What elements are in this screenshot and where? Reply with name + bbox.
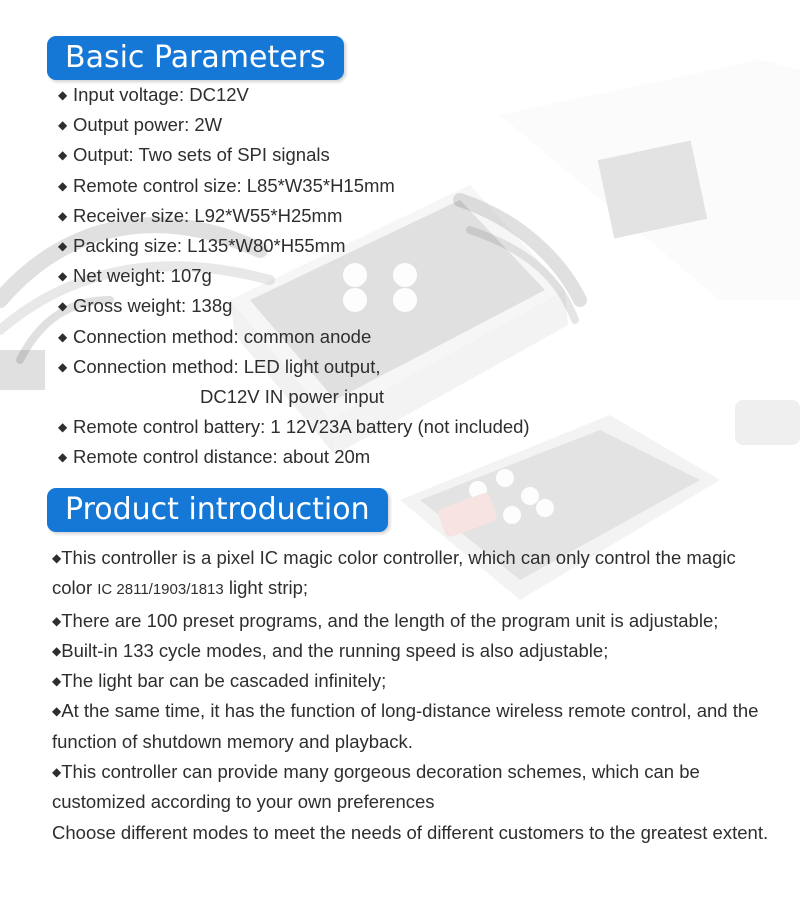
diamond-bullet-icon: ◆ [58,269,68,284]
diamond-bullet-icon: ◆ [58,299,68,314]
intro-p3-text: Built-in 133 cycle modes, and the running speed is also adjustable; [61,639,609,661]
intro-p6-text: This controller can provide many gorgeous decoration schemes, which can be customized according to your own preferences [52,761,700,813]
diamond-bullet-icon: ◆ [58,238,68,253]
param-gross-weight: Gross weight: 138g [73,295,233,317]
list-item [58,80,530,110]
list-item [58,110,530,140]
param-remote-battery: Remote control battery: 1 12V23A battery (not included) [73,416,530,438]
param-connection-anode: Connection method: common anode [73,325,372,347]
list-item [58,442,530,472]
intro-paragraph [52,606,772,636]
param-connection-power-input: DC12V IN power input [200,385,385,407]
diamond-bullet-icon: ◆ [52,765,62,780]
diamond-bullet-icon: ◆ [52,551,62,565]
diamond-bullet-icon: ◆ [58,178,68,193]
parameters-list [58,80,530,472]
list-item [58,261,530,291]
list-item [58,322,530,352]
param-packing-size: Packing size: L135*W80*H55mm [73,234,346,256]
diamond-bullet-icon: ◆ [52,674,62,689]
intro-p1-text-end: light strip; [223,577,309,599]
diamond-bullet-icon: ◆ [58,359,68,374]
param-input-voltage: Input voltage: DC12V [73,84,249,105]
intro-p1-text: This controller is a pixel IC magic color controller, which can only control the magic color [52,547,736,599]
intro-p1-ic-models: IC 2811/1903/1813 [97,581,224,599]
intro-paragraph [52,818,772,848]
intro-paragraph [52,543,772,606]
diamond-bullet-icon: ◆ [52,643,62,658]
product-introduction-text [52,543,772,848]
diamond-bullet-icon: ◆ [52,704,62,719]
list-item [58,291,530,321]
diamond-bullet-icon: ◆ [52,613,62,628]
intro-paragraph [52,696,772,757]
param-remote-size: Remote control size: L85*W35*H15mm [73,174,395,196]
param-output: Output: Two sets of SPI signals [73,144,330,166]
diamond-bullet-icon: ◆ [58,208,68,223]
intro-p5-text: At the same time, it has the function of long-distance wireless remote control, and the function of shutdown memory and playback. [52,700,759,752]
intro-paragraph [52,757,772,818]
intro-p2-text: There are 100 preset programs, and the length of the program unit is adjustable; [61,609,719,631]
diamond-bullet-icon: ◆ [58,329,68,344]
diamond-bullet-icon: ◆ [58,420,68,435]
list-item [58,201,530,231]
list-item [58,412,530,442]
param-receiver-size: Receiver size: L92*W55*H25mm [73,204,343,226]
param-remote-distance: Remote control distance: about 20m [73,446,371,468]
param-net-weight: Net weight: 107g [73,265,212,287]
intro-paragraph [52,666,772,696]
product-introduction-heading: Product introduction [47,488,388,532]
list-item [58,352,530,382]
intro-paragraph [52,636,772,666]
list-item [58,171,530,201]
param-connection-led: Connection method: LED light output, [73,355,381,377]
diamond-bullet-icon: ◆ [58,450,68,465]
list-item-continuation [58,382,530,412]
param-output-power: Output power: 2W [73,114,223,136]
diamond-bullet-icon: ◆ [58,118,68,133]
intro-p7-text: Choose different modes to meet the needs of different customers to the greatest extent. [52,821,769,843]
list-item [58,140,530,170]
intro-p4-text: The light bar can be cascaded infinitely; [61,670,387,692]
basic-parameters-heading: Basic Parameters [47,36,344,80]
diamond-bullet-icon: ◆ [58,148,68,163]
diamond-bullet-icon: ◆ [58,88,68,102]
list-item [58,231,530,261]
